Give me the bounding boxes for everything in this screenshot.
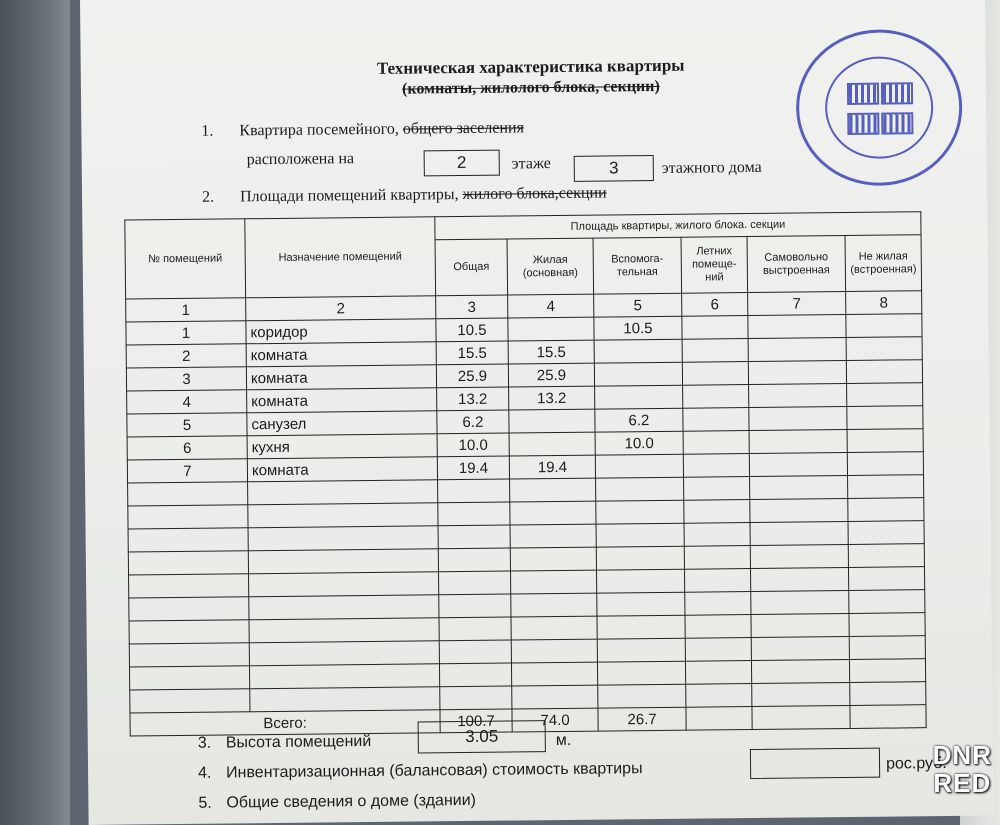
room-number: 4 — [127, 390, 247, 414]
empty-cell — [248, 549, 438, 574]
room-total-area: 10.5 — [436, 318, 508, 342]
empty-cell — [685, 615, 751, 639]
room-rows — [126, 314, 926, 713]
empty-cell — [248, 480, 438, 505]
room-nonresidential-area — [847, 452, 923, 476]
empty-cell — [685, 638, 751, 662]
room-total-area: 19.4 — [437, 456, 509, 480]
empty-cell — [510, 524, 596, 548]
empty-cell — [751, 636, 849, 660]
empty-cell — [440, 686, 512, 710]
room-living-area: 19.4 — [509, 455, 595, 479]
room-total-area: 15.5 — [436, 341, 508, 365]
empty-cell — [849, 590, 925, 614]
room-total-area: 10.0 — [437, 433, 509, 457]
empty-cell — [249, 664, 439, 689]
room-name: комната — [246, 342, 436, 367]
watermark-line2: RED — [933, 768, 992, 798]
room-living-area — [509, 409, 595, 433]
empty-cell — [685, 592, 751, 616]
column-number: 6 — [682, 293, 748, 317]
empty-cell — [750, 475, 848, 499]
empty-cell — [510, 547, 596, 571]
rooms-table — [124, 211, 926, 736]
stamp-qr-icon — [881, 112, 913, 134]
item4-number: 4. — [198, 764, 212, 782]
empty-cell — [510, 501, 596, 525]
empty-cell — [684, 569, 750, 593]
room-summer-area — [682, 339, 748, 363]
sum-aux-area: 26.7 — [598, 707, 686, 731]
sum-nonresidential-area — [850, 705, 926, 729]
item2-number: 2. — [201, 188, 215, 206]
room-living-area: 13.2 — [509, 386, 595, 410]
room-unauthorized-area — [748, 314, 846, 338]
empty-cell — [684, 546, 750, 570]
room-unauthorized-area — [749, 429, 847, 453]
header-room-purpose: Назначение помещений — [245, 217, 436, 298]
empty-cell — [512, 685, 598, 709]
sum-living-area: 74.0 — [512, 708, 598, 732]
empty-cell — [511, 639, 597, 663]
empty-cell — [438, 525, 510, 549]
empty-cell — [596, 546, 684, 570]
sum-unauthorized-area — [752, 705, 850, 729]
header-area-group: Площадь квартиры, жилого блока. секции — [435, 212, 921, 240]
header-unauthorized-area: Самовольно выстроенная — [747, 236, 846, 293]
empty-cell — [848, 475, 924, 499]
empty-cell — [848, 498, 924, 522]
document-subtitle: (комнаты, жилолого блока, секции) — [402, 77, 660, 98]
room-nonresidential-area — [846, 360, 922, 384]
room-unauthorized-area — [748, 360, 846, 384]
empty-cell — [684, 500, 750, 524]
room-number: 1 — [126, 321, 246, 345]
empty-cell — [848, 521, 924, 545]
empty-cell — [249, 641, 439, 666]
empty-cell — [598, 684, 686, 708]
empty-cell — [511, 662, 597, 686]
empty-cell — [750, 521, 848, 545]
empty-cell — [751, 613, 849, 637]
column-number: 7 — [748, 291, 846, 315]
stamp-inner-ring — [825, 56, 934, 159]
empty-cell — [438, 548, 510, 572]
empty-cell — [750, 498, 848, 522]
header-aux-area: Вспомога-тельная — [593, 237, 682, 294]
empty-cell — [439, 571, 511, 595]
empty-cell — [249, 572, 439, 597]
column-number: 4 — [508, 294, 594, 318]
empty-cell — [438, 479, 510, 503]
empty-cell — [511, 616, 597, 640]
height-box: 3.05 — [418, 720, 546, 753]
room-summer-area — [682, 316, 748, 340]
document-page — [80, 0, 994, 825]
room-unauthorized-area — [749, 383, 847, 407]
empty-cell — [597, 615, 685, 639]
room-name: комната — [247, 388, 437, 413]
empty-cell — [686, 684, 752, 708]
item1-number: 1. — [201, 122, 214, 140]
room-aux-area — [595, 454, 683, 478]
room-nonresidential-area — [846, 314, 922, 338]
empty-cell — [129, 643, 249, 667]
empty-cell — [511, 570, 597, 594]
floors-total-box: 3 — [574, 155, 654, 182]
column-number: 8 — [846, 291, 922, 315]
room-aux-area — [595, 385, 683, 409]
empty-cell — [438, 502, 510, 526]
cost-box — [750, 748, 880, 779]
room-summer-area — [683, 408, 749, 432]
empty-cell — [850, 682, 926, 706]
room-number: 6 — [127, 436, 247, 460]
room-nonresidential-area — [847, 429, 923, 453]
item1-text — [239, 119, 524, 140]
item2-text-b: жилого блока,секции — [462, 184, 607, 204]
header-living-area: Жилая (основная) — [507, 238, 594, 295]
header-room-number: № помещений — [125, 219, 246, 299]
room-total-area: 6.2 — [437, 410, 509, 434]
empty-cell — [597, 638, 685, 662]
empty-cell — [511, 593, 597, 617]
room-aux-area: 10.5 — [594, 316, 682, 340]
room-aux-area: 10.0 — [595, 431, 683, 455]
room-aux-area — [594, 339, 682, 363]
official-stamp-seal — [795, 29, 963, 187]
empty-cell — [596, 569, 684, 593]
room-unauthorized-area — [749, 452, 847, 476]
watermark-line1: DNR — [932, 740, 992, 770]
empty-cell — [848, 567, 924, 591]
room-total-area: 25.9 — [436, 364, 508, 388]
empty-cell — [750, 544, 848, 568]
room-summer-area — [683, 454, 749, 478]
empty-cell — [848, 544, 924, 568]
empty-cell — [684, 477, 750, 501]
room-aux-area: 6.2 — [595, 408, 683, 432]
room-nonresidential-area — [847, 383, 923, 407]
item1-located: расположена на — [246, 150, 355, 169]
floor-word: этаже — [511, 155, 551, 173]
floor-box: 2 — [424, 150, 500, 177]
empty-cell — [128, 505, 248, 529]
item2-text — [240, 184, 607, 206]
site-watermark — [933, 741, 992, 797]
column-number: 1 — [126, 298, 246, 322]
empty-cell — [439, 640, 511, 664]
total-label: Всего: — [130, 710, 440, 736]
empty-cell — [248, 526, 438, 551]
empty-cell — [684, 523, 750, 547]
room-summer-area — [683, 431, 749, 455]
height-unit: м. — [555, 731, 572, 750]
room-living-area — [508, 317, 594, 341]
column-number: 5 — [594, 293, 682, 317]
empty-cell — [849, 659, 925, 683]
empty-cell — [849, 636, 925, 660]
header-nonresidential-area: Не жилая (встроенная) — [845, 235, 922, 292]
room-nonresidential-area — [847, 406, 923, 430]
item3-text: Высота помещений — [225, 732, 372, 752]
column-number: 2 — [246, 296, 436, 321]
empty-cell — [597, 661, 685, 685]
room-number: 3 — [126, 367, 246, 391]
empty-cell — [849, 613, 925, 637]
room-summer-area — [683, 385, 749, 409]
empty-cell — [752, 682, 850, 706]
empty-cell — [685, 661, 751, 685]
empty-cell — [596, 500, 684, 524]
room-number: 7 — [127, 459, 247, 483]
sum-total-area: 100.7 — [440, 709, 512, 733]
room-summer-area — [682, 362, 748, 386]
room-total-area: 13.2 — [437, 387, 509, 411]
empty-cell — [129, 666, 249, 690]
item1-text-b: общего заселения — [402, 119, 525, 138]
empty-cell — [128, 551, 248, 575]
room-living-area: 15.5 — [508, 340, 594, 364]
empty-cell — [750, 567, 848, 591]
stamp-qr-icon — [881, 82, 913, 104]
room-name: кухня — [247, 434, 437, 459]
room-number: 2 — [126, 344, 246, 368]
stamp-qr-icon — [847, 83, 879, 105]
room-nonresidential-area — [846, 337, 922, 361]
header-total-area: Общая — [435, 239, 508, 296]
empty-cell — [129, 574, 249, 598]
empty-cell — [129, 597, 249, 621]
item3-number: 3. — [197, 734, 212, 752]
item4-text: Инвентаризационная (балансовая) стоимость квартиры — [226, 760, 643, 782]
cost-unit: рос.руб. — [885, 754, 947, 773]
empty-cell — [439, 594, 511, 618]
empty-cell — [439, 617, 511, 641]
empty-cell — [130, 689, 250, 713]
room-aux-area — [594, 362, 682, 386]
empty-cell — [596, 523, 684, 547]
empty-cell — [751, 590, 849, 614]
column-number: 3 — [436, 295, 508, 319]
sum-summer-area — [686, 707, 752, 731]
empty-cell — [439, 663, 511, 687]
stamp-qr-icon — [847, 113, 879, 135]
item5-number: 5. — [198, 794, 212, 812]
item1-text-a: Квартира посемейного, — [239, 120, 399, 140]
empty-cell — [249, 595, 439, 620]
empty-cell — [248, 503, 438, 528]
room-name: комната — [246, 365, 436, 390]
room-living-area: 25.9 — [508, 363, 594, 387]
building-word: этажного дома — [661, 158, 762, 177]
empty-cell — [129, 620, 249, 644]
room-name: комната — [247, 457, 437, 482]
item2-text-a: Площади помещений квартиры, — [239, 186, 459, 206]
room-unauthorized-area — [748, 337, 846, 361]
document-title: Техническая характеристика квартиры — [376, 55, 685, 78]
empty-cell — [128, 528, 248, 552]
background-left — [0, 0, 70, 825]
item5-text: Общие сведения о доме (здании) — [226, 791, 477, 812]
room-name: коридор — [246, 319, 436, 344]
header-summer-area: Летних помеще-ний — [681, 237, 748, 294]
empty-cell — [597, 592, 685, 616]
empty-cell — [751, 659, 849, 683]
empty-cell — [596, 477, 684, 501]
room-name: санузел — [247, 411, 437, 436]
room-number: 5 — [127, 413, 247, 437]
empty-cell — [128, 482, 248, 506]
empty-cell — [510, 478, 596, 502]
room-unauthorized-area — [749, 406, 847, 430]
empty-cell — [250, 687, 440, 712]
room-living-area — [509, 432, 595, 456]
empty-cell — [249, 618, 439, 643]
